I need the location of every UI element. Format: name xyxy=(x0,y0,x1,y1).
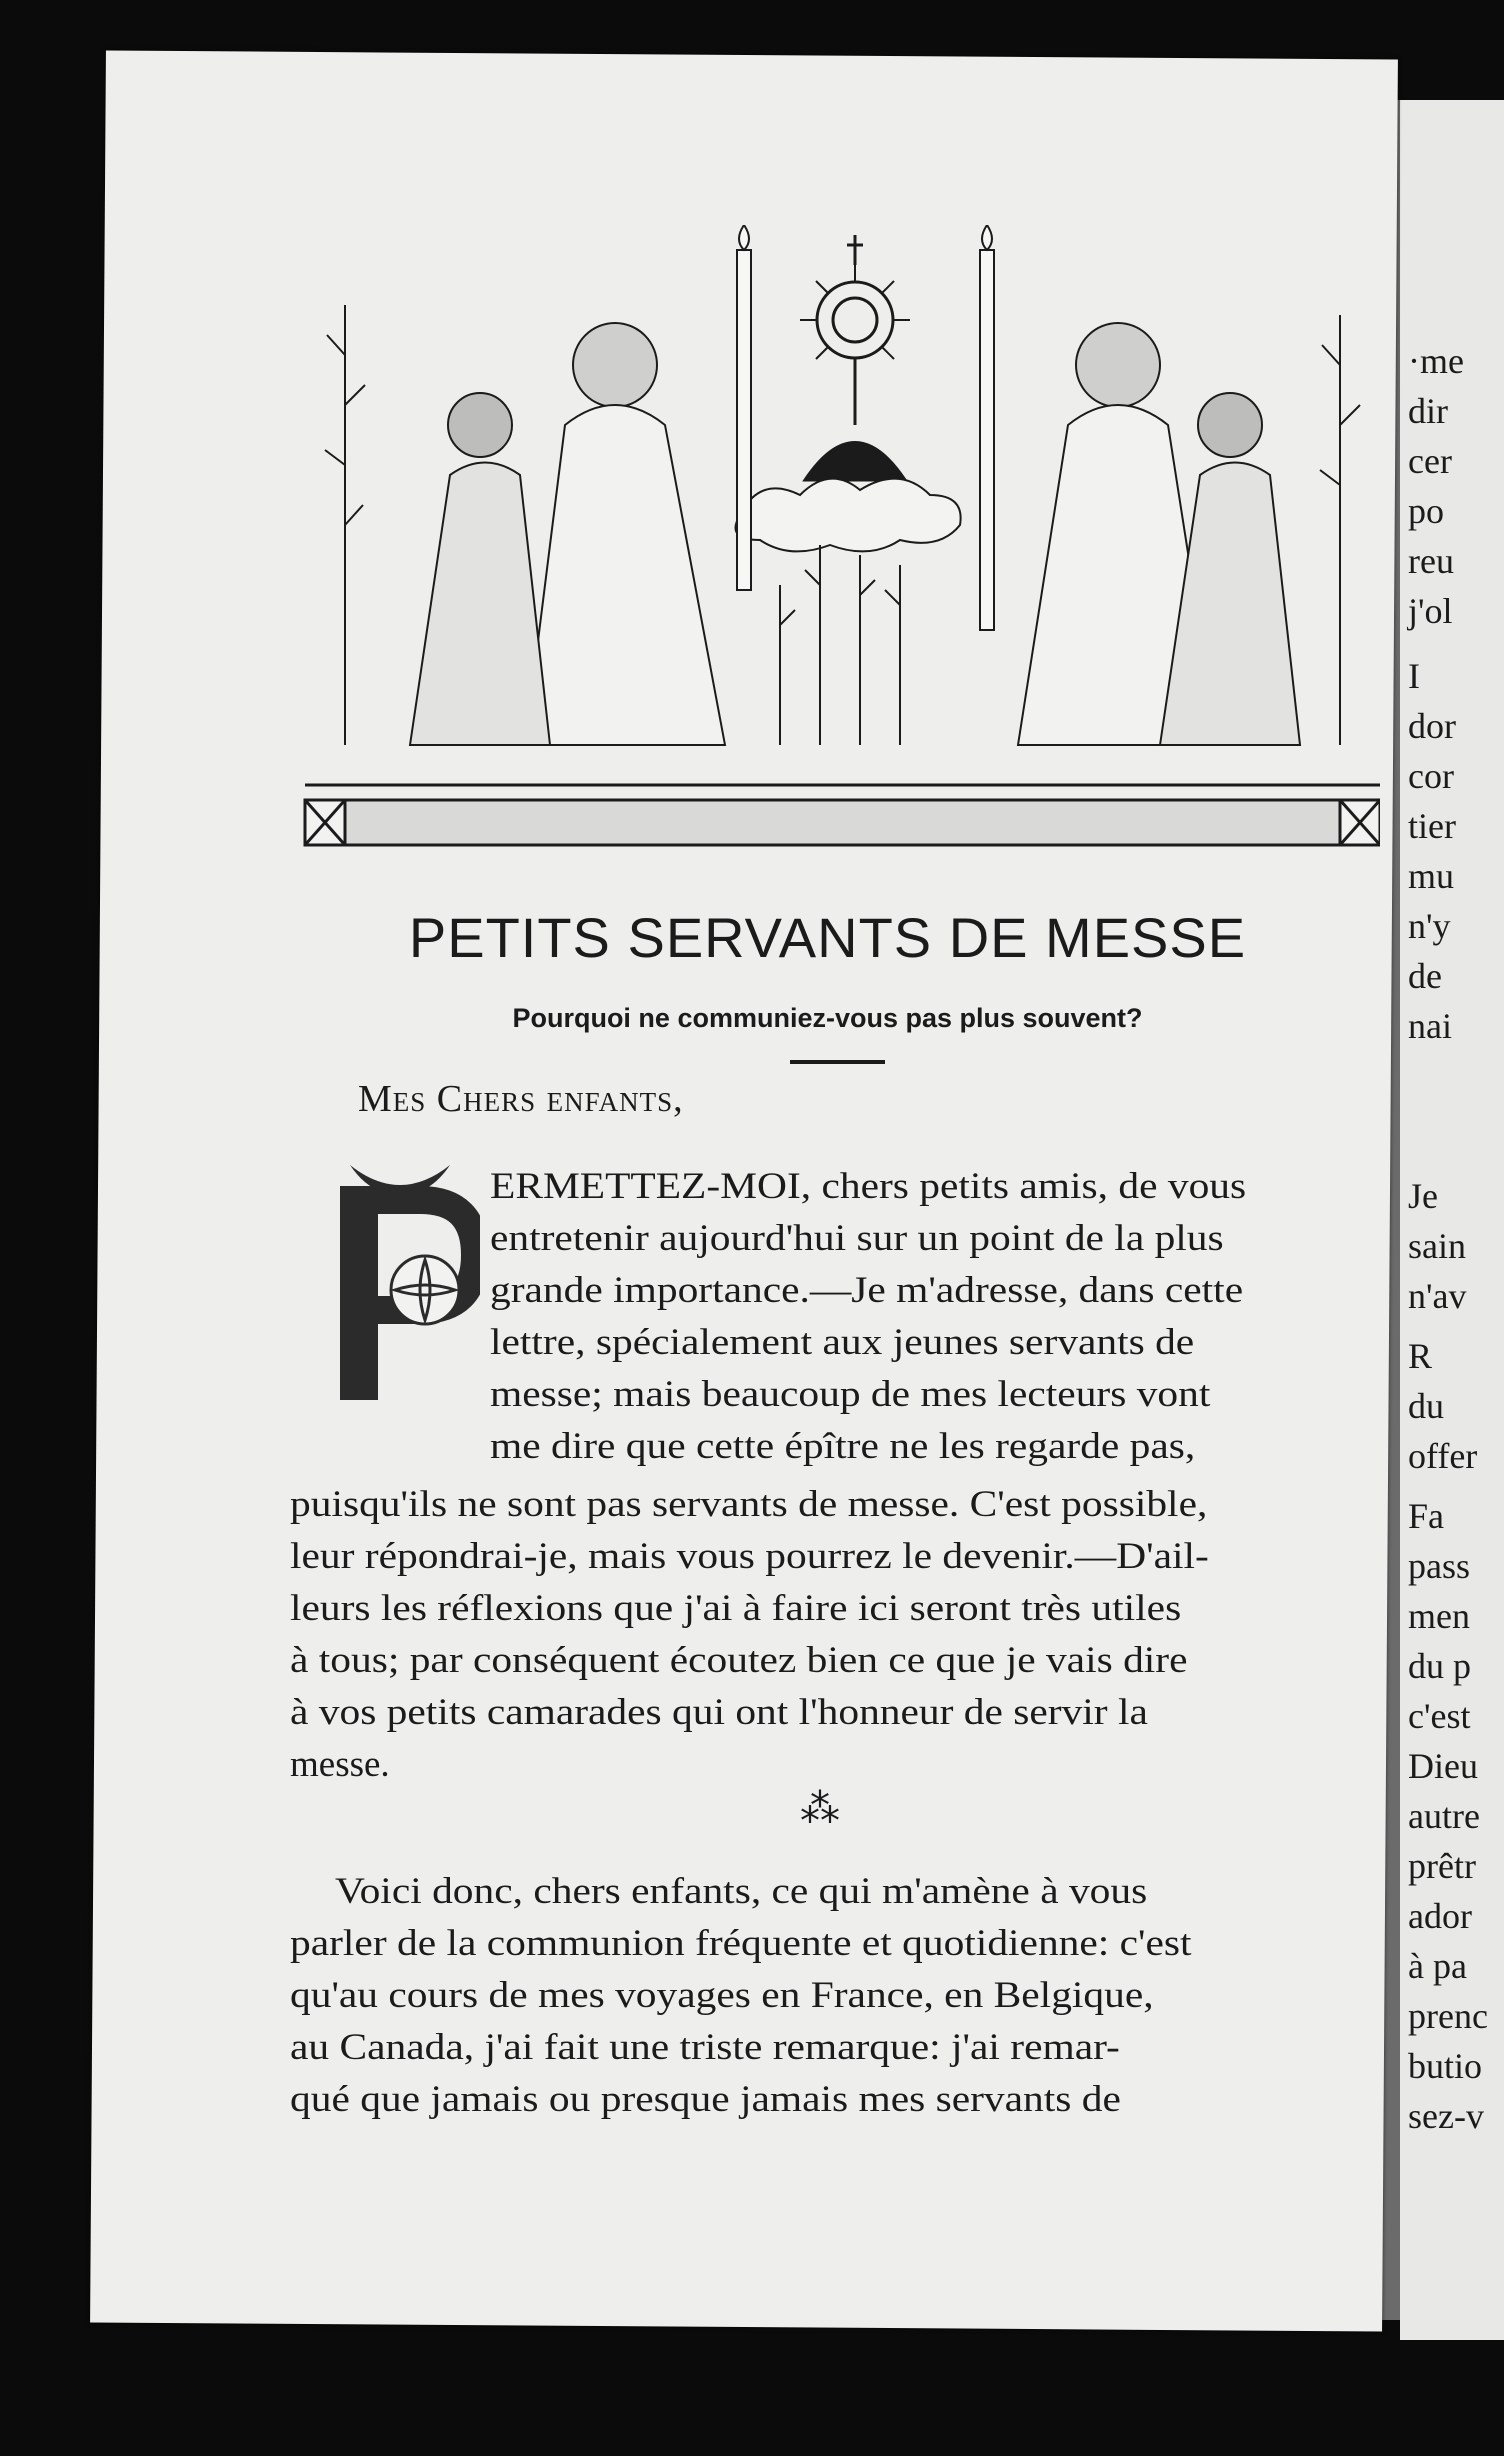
text-line: à tous; par conséquent écoutez bien ce que je vais dire xyxy=(290,1640,1188,1681)
facing-page-fragment: cor xyxy=(1408,756,1454,796)
salutation: Mes Chers enfants, xyxy=(358,1078,684,1120)
cloud-icon xyxy=(736,479,961,552)
facing-page-fragment: R xyxy=(1408,1336,1433,1376)
facing-page-fragment: à pa xyxy=(1408,1946,1467,1986)
facing-page-fragment: offer xyxy=(1408,1436,1478,1476)
facing-page-fragment: du p xyxy=(1408,1646,1471,1686)
facing-page-fragment: prêtr xyxy=(1408,1846,1476,1886)
candle-icon xyxy=(737,225,994,630)
facing-page-fragment: sez-v xyxy=(1408,2096,1484,2136)
facing-page-fragment: prenc xyxy=(1408,1996,1488,2036)
text-line: leur répondrai-je, mais vous pourrez le devenir.—D'ail- xyxy=(290,1536,1209,1577)
facing-page-fragment: Je xyxy=(1408,1176,1438,1216)
facing-page-fragment: nai xyxy=(1408,1006,1452,1046)
text-line: leurs les réflexions que j'ai à faire ici seront très utiles xyxy=(290,1588,1182,1629)
facing-page-fragment: dir xyxy=(1408,391,1448,431)
facing-page-fragment: tier xyxy=(1408,806,1456,846)
facing-page-fragment: n'av xyxy=(1408,1276,1467,1316)
facing-page-fragment: Dieu xyxy=(1408,1746,1478,1786)
text-line: puisqu'ils ne sont pas servants de messe. C'est possible, xyxy=(290,1484,1208,1525)
text-line: qué que jamais ou presque jamais mes servants de xyxy=(290,2079,1121,2120)
facing-page-fragment: ador xyxy=(1408,1896,1472,1936)
text-line: grande importance.—Je m'adresse, dans cette xyxy=(490,1270,1244,1311)
monstrance-icon xyxy=(800,235,910,480)
facing-page-fragment: de xyxy=(1408,956,1442,996)
article-title: PETITS SERVANTS DE MESSE xyxy=(408,906,1247,969)
text-line: entretenir aujourd'hui sur un point de la plus xyxy=(490,1218,1224,1259)
facing-page-fragment: reu xyxy=(1408,541,1454,581)
text-line: qu'au cours de mes voyages en France, en Belgique, xyxy=(290,1975,1154,2016)
facing-page-fragment: men xyxy=(1408,1596,1470,1636)
facing-page-fragment: mu xyxy=(1408,856,1455,896)
facing-page-fragment: po xyxy=(1408,491,1444,531)
text-line: au Canada, j'ai fait une triste remarque: j'ai remar- xyxy=(290,2027,1120,2068)
decorated-initial-icon xyxy=(320,1165,480,1410)
facing-page-fragment: Fa xyxy=(1408,1496,1444,1536)
text-line: messe. xyxy=(290,1744,390,1785)
facing-page-fragment: ·me xyxy=(1408,341,1464,381)
facing-page-fragment: sain xyxy=(1408,1226,1466,1266)
facing-page-fragment: autre xyxy=(1408,1796,1480,1836)
altar-base xyxy=(305,800,1380,845)
facing-page-fragment: pass xyxy=(1408,1546,1470,1586)
text-line: parler de la communion fréquente et quotidienne: c'est xyxy=(290,1923,1192,1964)
facing-page-fragment: I xyxy=(1408,656,1420,696)
facing-page-fragment: du xyxy=(1408,1386,1444,1426)
facing-page-fragment: n'y xyxy=(1408,906,1451,946)
text-line: messe; mais beaucoup de mes lecteurs vont xyxy=(490,1374,1211,1415)
facing-page xyxy=(1400,100,1504,2340)
text-line: Voici donc, chers enfants, ce qui m'amène à vous xyxy=(335,1871,1148,1912)
text-line: à vos petits camarades qui ont l'honneur de servir la xyxy=(290,1692,1148,1733)
text-line: lettre, spécialement aux jeunes servants de xyxy=(490,1322,1195,1363)
altar-illustration xyxy=(300,225,1380,870)
text-line: ERMETTEZ-MOI, chers petits amis, de vous xyxy=(490,1166,1247,1207)
article-subtitle: Pourquoi ne communiez-vous pas plus souvent? xyxy=(512,1003,1143,1033)
facing-page-fragment: j'ol xyxy=(1408,591,1453,631)
facing-page-fragment: cer xyxy=(1408,441,1452,481)
facing-page-fragment: c'est xyxy=(1408,1696,1471,1736)
text-line: me dire que cette épître ne les regarde pas, xyxy=(490,1426,1196,1467)
facing-page-fragment: dor xyxy=(1408,706,1456,746)
section-separator: ⁂ xyxy=(800,1786,840,1831)
facing-page-fragment: butio xyxy=(1408,2046,1483,2086)
divider xyxy=(790,1060,885,1064)
